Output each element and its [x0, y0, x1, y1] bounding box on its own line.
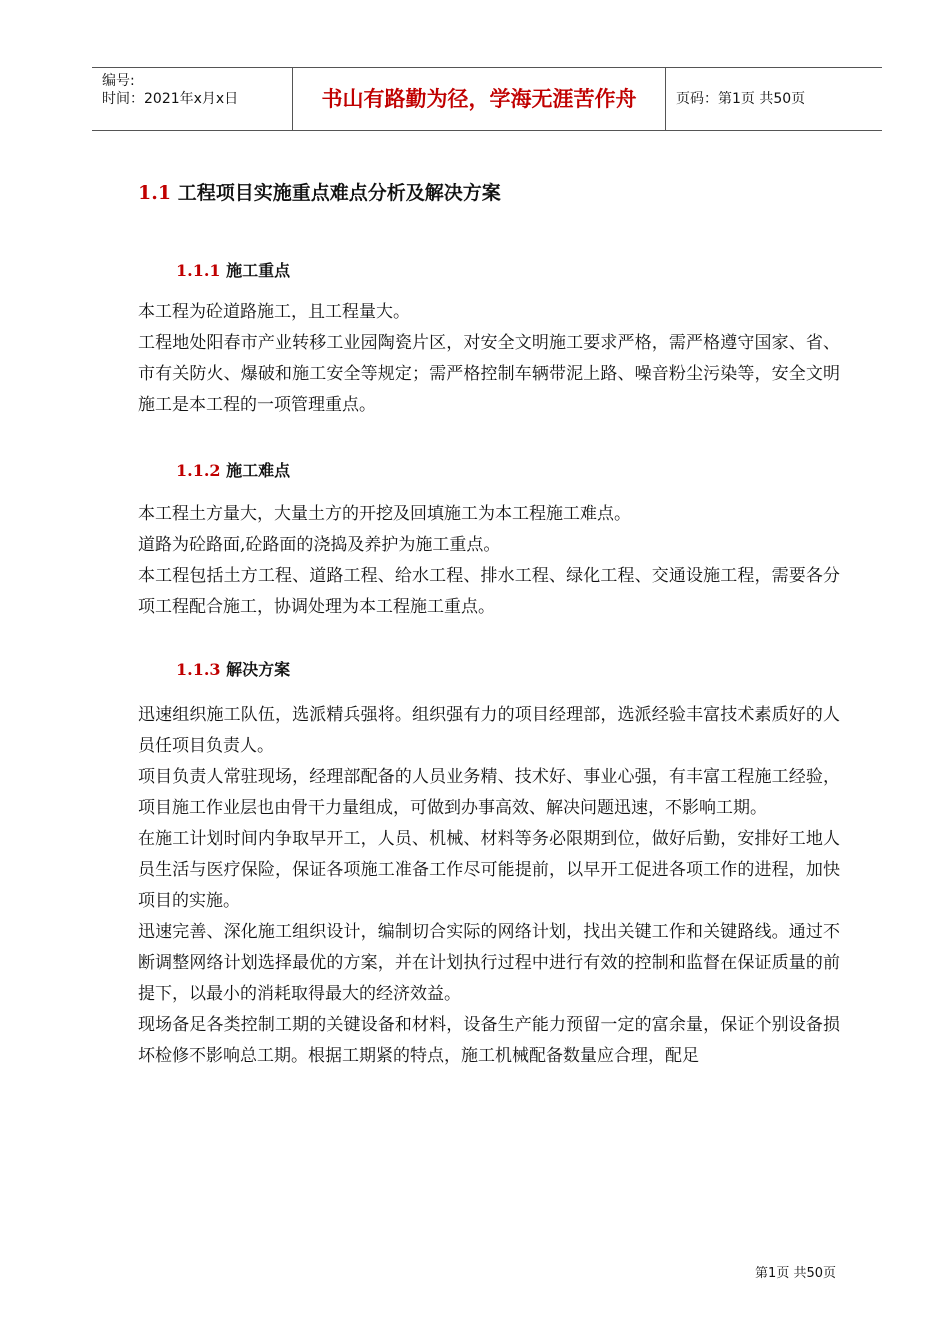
code-label: 编号: [102, 73, 135, 89]
paragraph: 本工程包括土方工程、道路工程、给水工程、排水工程、绿化工程、交通设施工程，需要各分项工程配合施工，协调处理为本工程施工重点。 [138, 566, 840, 617]
paragraph: 本工程为砼道路施工，且工程量大。 [138, 302, 410, 322]
paragraph: 工程地处阳春市产业转移工业园陶瓷片区，对安全文明施工要求严格，需严格遵守国家、省、市有关防火、爆破和施工安全等规定；需严格控制车辆带泥上路、噪音粉尘污染等，安全文明施工是本工程的一项管理重点。 [138, 333, 840, 415]
section-number: 1.1 [138, 182, 172, 204]
subsection-heading-2 [176, 458, 290, 481]
paragraph: 现场备足各类控制工期的关键设备和材料，设备生产能力预留一定的富余量，保证个别设备损坏检修不影响总工期。根据工期紧的特点，施工机械配备数量应合理，配足 [138, 1015, 840, 1066]
header-motto: 书山有路勤为径，学海无涯苦作舟 [293, 68, 666, 130]
subsection-body-1 [138, 297, 840, 421]
subsection-number: 1.1.1 [176, 261, 221, 280]
subsection-body-3 [138, 700, 840, 1072]
page-header [92, 67, 882, 131]
paragraph: 本工程土方量大，大量土方的开挖及回填施工为本工程施工难点。 [138, 504, 631, 524]
section-title: 工程项目实施重点难点分析及解决方案 [177, 182, 501, 204]
paragraph: 迅速组织施工队伍，选派精兵强将。组织强有力的项目经理部，选派经验丰富技术素质好的人员任项目负责人。 [138, 705, 840, 756]
header-page-label: 页码：第1页 共50页 [676, 91, 806, 107]
subsection-number: 1.1.2 [176, 461, 221, 480]
subsection-title: 解决方案 [226, 660, 291, 679]
header-meta [92, 68, 293, 130]
subsection-title: 施工难点 [226, 461, 291, 480]
subsection-heading-1 [176, 258, 290, 281]
time-label: 时间：2021年x月x日 [102, 91, 239, 107]
subsection-heading-3 [176, 657, 290, 680]
paragraph: 项目负责人常驻现场，经理部配备的人员业务精、技术好、事业心强，有丰富工程施工经验，项目施工作业层也由骨干力量组成，可做到办事高效、解决问题迅速，不影响工期。 [138, 767, 840, 818]
section-heading [138, 178, 501, 205]
paragraph: 迅速完善、深化施工组织设计，编制切合实际的网络计划，找出关键工作和关键路线。通过不断调整网络计划选择最优的方案，并在计划执行过程中进行有效的控制和监督在保证质量的前提下，以最小的消耗取得最大的经济效益。 [138, 922, 840, 1004]
page-footer: 第1页 共50页 [755, 1266, 836, 1281]
paragraph: 道路为砼路面,砼路面的浇捣及养护为施工重点。 [138, 535, 501, 555]
subsection-number: 1.1.3 [176, 660, 221, 679]
subsection-body-2 [138, 499, 840, 623]
paragraph: 在施工计划时间内争取早开工，人员、机械、材料等务必限期到位，做好后勤，安排好工地人员生活与医疗保险，保证各项施工准备工作尽可能提前，以早开工促进各项工作的进程，加快项目的实施。 [138, 829, 840, 911]
subsection-title: 施工重点 [226, 261, 291, 280]
